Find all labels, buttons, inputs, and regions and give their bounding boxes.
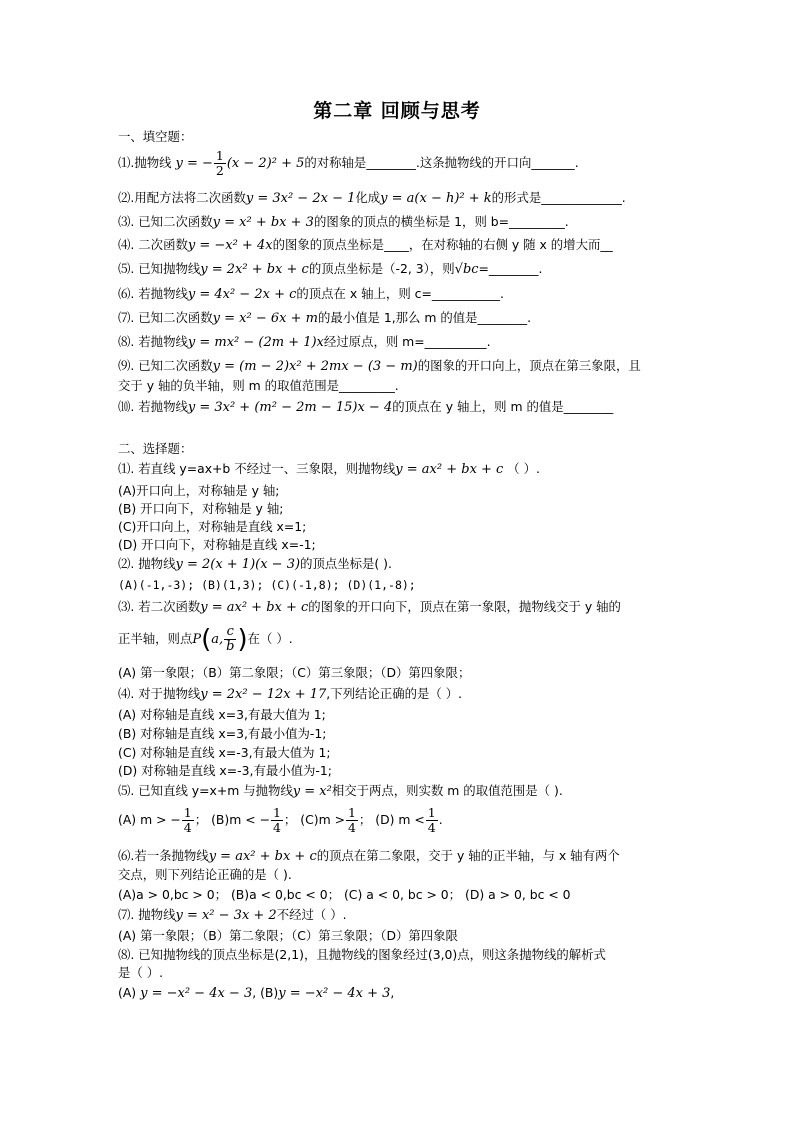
fraction-half: $\frac{1}{2}$ [215,148,224,178]
fill-question-1: ⑴.抛物线 y = − $\frac{1}{2}$ (x − 2)² + 5的对称轴是________.这条抛物线的开口向_______. [118,148,579,178]
choice-options-row: (A)a > 0,bc > 0； (B)a < 0,bc < 0； (C) a < 0, bc > 0； (D) a > 0, bc < 0 [118,887,571,902]
choice-question-1: ⑴. 若直线 y=ax+b 不经过一、三象限，则抛物线y = ax² + bx + c （ ）. [118,461,540,477]
choice-question-6-cont: 交点，则下列结论正确的是（ ). [118,867,292,882]
fill-question-3: ⑶. 已知二次函数y = x² + bx + 3的图象的顶点的横坐标是 1，则 b=_________. [118,214,569,230]
choice-question-5: ⑸. 已知直线 y=x+m 与抛物线y = x²相交于两点，则实数 m 的取值范围是（ ). [118,783,563,799]
choice-option: (C) 对称轴是直线 x=-3,有最大值为 1; [118,745,331,760]
choice-question-7: ⑺. 抛物线y = x² − 3x + 2不经过（ ）. [118,907,347,923]
choice-option: (B) 开口向下，对称轴是 y 轴; [118,501,284,516]
choice-question-2: ⑵. 抛物线y = 2(x + 1)(x − 3)的顶点坐标是( ). [118,556,392,572]
choice-question-8: ⑻. 已知抛物线的顶点坐标是(2,1)，且抛物线的图象经过(3,0)点，则这条抛物线的解析式 [118,947,606,962]
fill-question-8: ⑻. 若抛物线y = mx² − (2m + 1)x经过原点，则 m=__________. [118,334,491,350]
choice-question-4: ⑷. 对于抛物线y = 2x² − 12x + 17,下列结论正确的是（ ）. [118,686,463,702]
choice-option: (C)开口向上，对称轴是直线 x=1; [118,519,307,534]
choice-question-8-cont: 是（ ）. [118,965,164,980]
fill-question-6: ⑹. 若抛物线y = 4x² − 2x + c的顶点在 x 轴上，则 c=___________. [118,286,504,302]
choice-options-row: (A)(-1,-3); (B)(1,3); (C)(-1,8); (D)(1,-8); [118,578,416,592]
choice-options-row: (A) 第一象限；（B）第二象限；（C）第三象限；（D）第四象限； [118,665,471,680]
fill-question-2: ⑵.用配方法将二次函数y = 3x² − 2x − 1化成y = a(x − h)² + k的形式是_____________. [118,190,626,206]
section-heading-fill: 一、填空题： [118,129,193,144]
choice-question-3: ⑶. 若二次函数y = ax² + bx + c的图象的开口向下，顶点在第一象限，抛物线交于 y 轴的 [118,599,621,615]
choice-option: (D) 开口向下，对称轴是直线 x=-1; [118,537,316,552]
choice-options-row: (A) y = −x² − 4x − 3, (B)y = −x² − 4x + 3, [118,985,395,1001]
choice-option: (A)开口向上，对称轴是 y 轴; [118,483,280,498]
section-heading-choice: 二、选择题： [118,441,193,456]
fill-question-9: ⑼. 已知二次函数y = (m − 2)x² + 2mx − (3 − m)的图象的开口向上，顶点在第三象限，且 [118,358,641,374]
fill-question-10: ⑽. 若抛物线y = 3x² + (m² − 2m − 15)x − 4的顶点在 y 轴上，则 m 的值是________ [118,399,614,415]
fill-question-9-cont: 交于 y 轴的负半轴，则 m 的取值范围是_________. [118,378,399,393]
fill-question-5: ⑸. 已知抛物线y = 2x² + bx + c的顶点坐标是（-2, 3），则√bc=________. [118,261,543,277]
choice-options-row: (A) m > − $\frac{1}{4}$ ； (B)m < − $\frac{1}{4}$ ； (C)m > $\frac{1}{4}$ ； (D) m < $\frac{1}{4}$ . [118,805,443,835]
fraction-c-over-b: $\frac{c}{b}$ [226,624,235,654]
fill-question-4: ⑷. 二次函数y = −x² + 4x的图象的顶点坐标是____，在对称轴的右侧 y 随 x 的增大而__ [118,237,613,253]
fill-question-7: ⑺. 已知二次函数y = x² − 6x + m的最小值是 1,那么 m 的值是________. [118,310,532,326]
choice-option: (B) 对称轴是直线 x=3,有最小值为-1; [118,726,327,741]
choice-question-3-cont: 正半轴，则点P(a, $\frac{c}{b}$ )在（ ）. [118,624,293,655]
choice-option: (A) 对称轴是直线 x=3,有最大值为 1; [118,707,326,722]
choice-option: (D) 对称轴是直线 x=-3,有最小值为-1; [118,763,332,778]
choice-options-row: (A) 第一象限；（B）第二象限；（C）第三象限；（D）第四象限 [118,928,458,943]
choice-question-6: ⑹.若一条抛物线y = ax² + bx + c的顶点在第二象限，交于 y 轴的正半轴，与 x 轴有两个 [118,848,620,864]
page-title: 第二章 回顾与思考 [313,100,481,122]
